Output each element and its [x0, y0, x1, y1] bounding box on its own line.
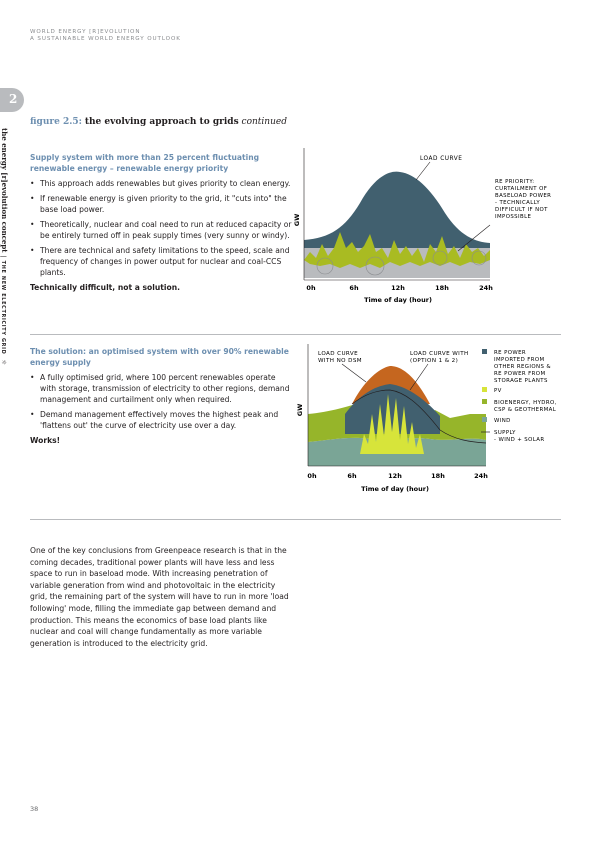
- section-optimised-system: [30, 346, 292, 446]
- section1-verdict: Technically difficult, not a solution.: [30, 283, 180, 292]
- legend-label: RE POWER FROM: [494, 371, 546, 377]
- annotation-re-priority: [495, 179, 551, 220]
- x-tick: 6h: [347, 472, 357, 480]
- legend-swatch-pv: [482, 387, 487, 392]
- section-divider: [30, 519, 561, 520]
- section2-heading: The solution: an optimised system with over 90% renewable energy supply: [30, 347, 289, 367]
- side-title: the energy [r]evolution concept: [0, 128, 9, 253]
- chapter-tab: [0, 88, 24, 112]
- figure-title: [30, 117, 287, 127]
- figure-name: the evolving approach to grids: [84, 117, 239, 127]
- load-curve-area: [304, 172, 490, 248]
- annotation-no-dsm: LOAD CURVE: [318, 351, 359, 357]
- legend-label: PV: [494, 388, 502, 394]
- legend-swatch-wind: [482, 417, 487, 422]
- legend-label: WIND: [494, 418, 511, 424]
- y-axis-label: GW: [293, 213, 301, 227]
- x-tick: 0h: [307, 472, 317, 480]
- chart-renewable-priority: [290, 148, 552, 308]
- load-curve-pointer: [416, 162, 430, 180]
- list-item: • Demand management effectively moves the highest peak and 'flattens out' the curve of electricity use over a day.: [30, 409, 292, 431]
- imported-power-area: [345, 384, 440, 434]
- legend-swatch-bio: [482, 399, 487, 404]
- list-item: • This approach adds renewables but gives priority to clean energy.: [30, 178, 292, 189]
- annotation-line: BASELOAD POWER: [495, 193, 552, 199]
- x-tick: 24h: [479, 284, 493, 292]
- section1-heading: Supply system with more than 25 percent fluctuating renewable energy – renewable energy priority: [30, 153, 260, 173]
- running-header: [30, 29, 181, 43]
- figure-suffix: continued: [241, 117, 287, 127]
- x-tick: 6h: [349, 284, 359, 292]
- legend-label: IMPORTED FROM: [494, 357, 545, 363]
- section-divider: [30, 334, 561, 335]
- page-number: 38: [30, 805, 39, 813]
- no-dsm-pointer: [342, 364, 366, 382]
- x-tick: 18h: [431, 472, 445, 480]
- x-tick: 12h: [391, 284, 405, 292]
- annotation-line: IMPOSSIBLE: [495, 214, 532, 220]
- annotation-line: RE PRIORITY:: [495, 179, 535, 185]
- side-divider: |: [0, 255, 8, 258]
- globe-icon: ☼: [0, 359, 7, 365]
- legend: [481, 349, 557, 443]
- header-line-1: WORLD ENERGY [R]EVOLUTION: [30, 29, 141, 35]
- legend-label: - WIND + SOLAR: [494, 437, 545, 443]
- annotation-line: - TECHNICALLY: [495, 200, 541, 206]
- x-axis-label: Time of day (hour): [364, 296, 432, 304]
- annotation-line: CURTAILMENT OF: [495, 186, 548, 192]
- x-tick: 18h: [435, 284, 449, 292]
- x-tick: 12h: [388, 472, 402, 480]
- x-tick: 24h: [474, 472, 488, 480]
- list-item: • A fully optimised grid, where 100 percent renewables operate with storage, transmission of electricity to other regions, demand management and curtailment only when required.: [30, 372, 292, 405]
- section2-verdict: Works!: [30, 436, 61, 445]
- legend-label: OTHER REGIONS &: [494, 364, 551, 370]
- figure-label: figure 2.5:: [30, 117, 82, 127]
- chapter-number: 2: [9, 92, 18, 106]
- list-item: • Theoretically, nuclear and coal need to run at reduced capacity or be entirely turned off in peak supply times (very sunny or windy).: [30, 219, 292, 241]
- legend-swatch-imported: [482, 349, 487, 354]
- side-subtitle: THE NEW ELECTRICITY GRID: [0, 260, 6, 355]
- section1-bullets: [30, 178, 292, 278]
- body-paragraph: One of the key conclusions from Greenpeace research is that in the coming decades, traditional power plants will have less and less space to run in baseload mode. With increasing penetration of variable generation from wind and photovoltaic in the electricity grid, the remaining part of the system will have to run in more 'load following' mode, filling the immediate gap between demand and production. This means the economics of base load plants like nuclear and coal will change fundamentally as more variable generation is introduced to the electricity grid.: [30, 546, 289, 648]
- annotation-load-curve: LOAD CURVE: [420, 156, 463, 162]
- header-line-2: A SUSTAINABLE WORLD ENERGY OUTLOOK: [30, 36, 181, 42]
- annotation-no-dsm: WITH NO DSM: [318, 358, 363, 364]
- list-item: • If renewable energy is given priority to the grid, it "cuts into" the base load power.: [30, 193, 292, 215]
- annotation-line: DIFFICULT IF NOT: [495, 207, 548, 213]
- section2-bullets: [30, 372, 292, 431]
- list-item: • There are technical and safety limitations to the speed, scale and frequency of changes in power output for nuclear and coal-CCS plants.: [30, 245, 292, 278]
- y-axis-label: GW: [296, 403, 304, 417]
- legend-label: STORAGE PLANTS: [494, 378, 548, 384]
- section-renewable-priority: [30, 152, 292, 293]
- x-axis-label: Time of day (hour): [361, 485, 429, 493]
- side-running-title: [0, 128, 9, 365]
- legend-label: RE POWER: [494, 350, 527, 356]
- legend-label: BIOENERGY, HYDRO,: [494, 400, 557, 406]
- legend-label: SUPPLY: [494, 430, 516, 436]
- annotation-with-dsm: LOAD CURVE WITH: [410, 351, 469, 357]
- chart-optimised-system: [290, 344, 565, 499]
- x-tick: 0h: [306, 284, 316, 292]
- legend-label: CSP & GEOTHERMAL: [494, 407, 557, 413]
- annotation-with-dsm: (OPTION 1 & 2): [410, 358, 459, 364]
